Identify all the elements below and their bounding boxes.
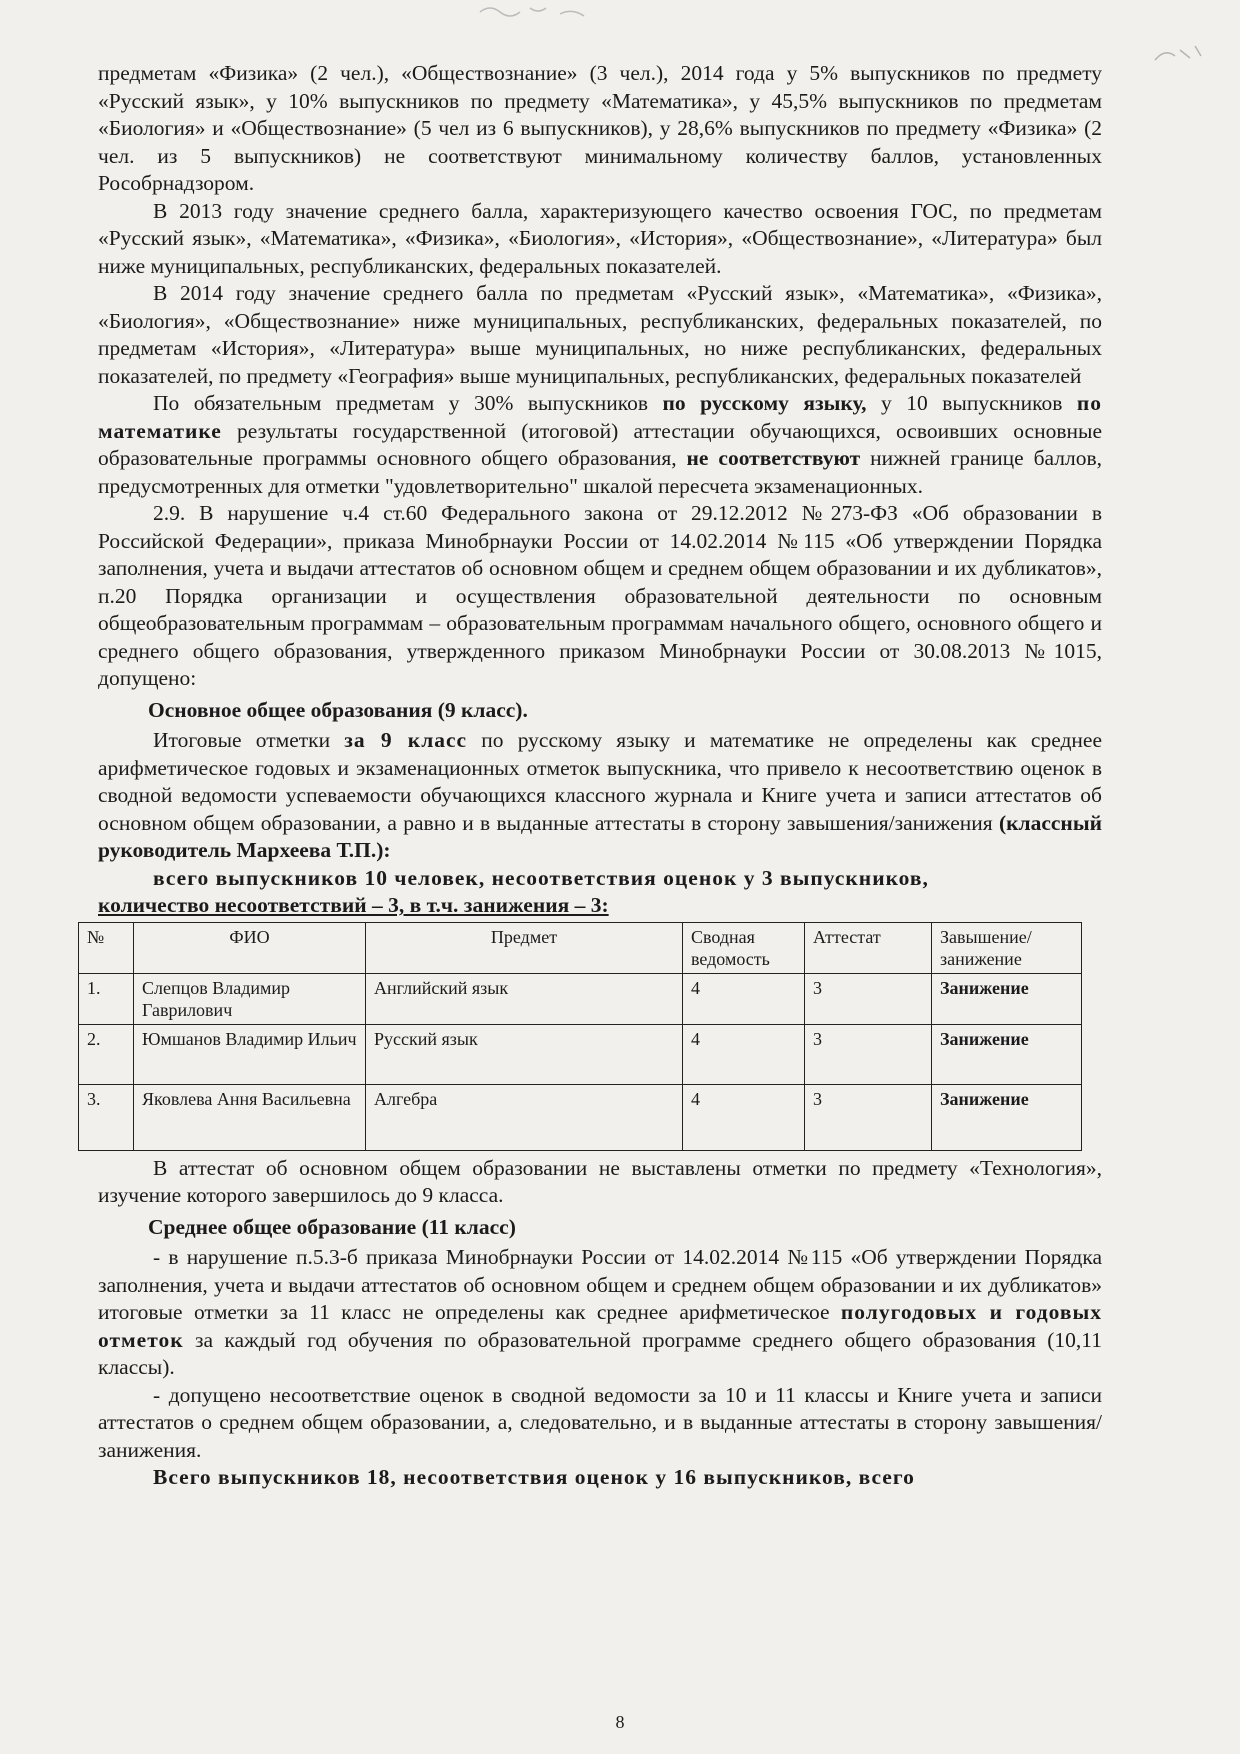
page-number: 8 bbox=[615, 1712, 625, 1732]
paragraph-grade-9 bbox=[98, 727, 1102, 865]
grades-mismatch-table bbox=[78, 922, 1082, 1151]
cell-name: Юмшанов Владимир Ильич bbox=[134, 1024, 366, 1084]
table-row bbox=[79, 1024, 1082, 1084]
paragraph-total-graduates: Всего выпускников 18, несоответствия оценок у 16 выпускников, всего bbox=[153, 1465, 915, 1489]
text-run: у 10 выпускников bbox=[866, 391, 1077, 415]
text-run-bold: за 9 класс bbox=[344, 728, 468, 752]
cell-certificate-grade: 3 bbox=[805, 973, 932, 1024]
paragraph-technology-grade: В аттестат об основном общем образовании не выставлены отметки по предмету «Технология», изучение которого завершилось до 9 класса. bbox=[98, 1155, 1102, 1207]
cell-certificate-grade: 3 bbox=[805, 1084, 932, 1150]
text-run: Итоговые отметки bbox=[153, 728, 345, 752]
cell-summary-grade: 4 bbox=[683, 1024, 805, 1084]
cell-certificate-grade: 3 bbox=[805, 1024, 932, 1084]
table-row bbox=[79, 973, 1082, 1024]
cell-number: 1. bbox=[79, 973, 134, 1024]
text-run-bold: (классный руководитель Мархеева Т.П.): bbox=[98, 810, 1102, 862]
col-header-subject: Предмет bbox=[366, 922, 683, 973]
text-run-bold: не соответствуют bbox=[686, 446, 861, 470]
text-run-bold: полугодовых и годовых отметок bbox=[98, 1300, 1102, 1352]
paragraph-mismatch-10-11: - допущено несоответствие оценок в сводной ведомости за 10 и 11 классы и Книге учета и записи аттестатов о среднем общем образовании, а, следовательно, и в выданные аттестаты в сторону завышения/занижения. bbox=[98, 1382, 1102, 1462]
scan-smudge-corner bbox=[1150, 40, 1210, 70]
cell-deviation: Занижение bbox=[932, 1084, 1082, 1150]
text-run: По обязательным предметам у 30% выпускников bbox=[153, 391, 663, 415]
cell-subject: Английский язык bbox=[366, 973, 683, 1024]
cell-name: Слепцов Владимир Гаврилович bbox=[134, 973, 366, 1024]
cell-subject: Алгебра bbox=[366, 1084, 683, 1150]
paragraph-mandatory-subjects bbox=[98, 390, 1102, 500]
paragraph-2013-average: В 2013 году значение среднего балла, характеризующего качество освоения ГОС, по предметам «Русский язык», «Математика», «Физика», «Биология», «История», «Обществознание», «Литература» был ниже муниципальных, республиканских, федеральных показателей. bbox=[98, 198, 1102, 278]
paragraph-graduates-summary: всего выпускников 10 человек, несоответствия оценок у 3 выпускников, bbox=[153, 865, 929, 890]
col-header-certificate: Аттестат bbox=[805, 922, 932, 973]
text-run: - в нарушение п.5.3-б приказа Минобрнауки России от 14.02.2014 №115 «Об утверждении Порядка заполнения, учета и выдачи аттестатов об основном общем и среднем общем образовании и их дубликатов» итоговые отметки за 11 класс не определены как среднее арифметическое bbox=[98, 1245, 1102, 1324]
cell-name: Яковлева Ання Васильевна bbox=[134, 1084, 366, 1150]
cell-deviation: Занижение bbox=[932, 973, 1082, 1024]
text-run: результаты государственной (итоговой) аттестации обучающихся, освоивших основные образовательные программы основного общего образования, bbox=[98, 418, 1102, 470]
document-body bbox=[87, 60, 1102, 1492]
heading-basic-education: Основное общее образования (9 класс). bbox=[148, 697, 528, 722]
table-row bbox=[79, 1084, 1082, 1150]
paragraph-2014-average: В 2014 году значение среднего балла по предметам «Русский язык», «Математика», «Физика», «Биология», «Обществознание» ниже муниципальных, республиканских, федеральных показателей, по предметам «История», «Литература» выше муниципальных, но ниже республиканских, федеральных показателей, по предмету «География» выше муниципальных, республиканских, федеральных показателей bbox=[98, 281, 1102, 388]
table-header-row bbox=[79, 922, 1082, 973]
text-run-bold: по математике bbox=[98, 391, 1102, 443]
col-header-over-under: Завышение/ занижение bbox=[932, 922, 1082, 973]
col-header-summary-sheet: Сводная ведомость bbox=[683, 922, 805, 973]
col-header-name: ФИО bbox=[134, 922, 366, 973]
cell-summary-grade: 4 bbox=[683, 1084, 805, 1150]
paragraph-mismatch-count: количество несоответствий – 3, в т.ч. занижения – 3: bbox=[98, 893, 609, 917]
col-header-number: № bbox=[79, 922, 134, 973]
paragraph-violation-5-3 bbox=[98, 1244, 1102, 1382]
text-run: нижней границе баллов, предусмотренных для отметки "удовлетворительно" шкалой пересчета экзаменационных. bbox=[98, 446, 1102, 498]
paragraph-section-2-9: 2.9. В нарушение ч.4 ст.60 Федерального закона от 29.12.2012 №273-ФЗ «Об образовании в Российской Федерации», приказа Минобрнауки России от 14.02.2014 №115 «Об утверждении Порядка заполнения, учета и выдачи аттестатов об основном общем и среднем общем образовании и их дубликатов», п.20 Порядка организации и осуществления образовательной деятельности по основным общеобразовательным программам – образовательным программам начального общего, основного общего и среднего общего образования, утвержденного приказом Минобрнауки России от 30.08.2013 №1015, допущено: bbox=[98, 501, 1102, 690]
cell-subject: Русский язык bbox=[366, 1024, 683, 1084]
text-run-bold: по русскому языку, bbox=[662, 391, 867, 415]
text-run: по русскому языку и математике не определены как среднее арифметическое годовых и экзаменационных отметок выпускника, что привело к несоответствию оценок в сводной ведомости успеваемости обучающихся классного журнала и Книге учета и записи аттестатов об основном общем образовании, а равно и в выданные аттестаты в сторону завышения/занижения bbox=[98, 728, 1102, 835]
cell-number: 3. bbox=[79, 1084, 134, 1150]
cell-summary-grade: 4 bbox=[683, 973, 805, 1024]
scan-smudge-top bbox=[470, 0, 610, 22]
text-run: за каждый год обучения по образовательной программе среднего общего образования (10,11 классы). bbox=[98, 1327, 1102, 1379]
cell-number: 2. bbox=[79, 1024, 134, 1084]
paragraph-continuation: предметам «Физика» (2 чел.), «Обществознание» (3 чел.), 2014 года у 5% выпускников по предмету «Русский язык», у 10% выпускников по предмету «Математика», у 45,5% выпускников по предметам «Биология» и «Обществознание» (5 чел из 6 выпускников), у 28,6% выпускников по предмету «Физика» (2 чел. из 5 выпускников) не соответствуют минимальному количеству баллов, установленных Рособрнадзором. bbox=[98, 61, 1102, 195]
heading-secondary-education: Среднее общее образование (11 класс) bbox=[148, 1214, 516, 1239]
cell-deviation: Занижение bbox=[932, 1024, 1082, 1084]
